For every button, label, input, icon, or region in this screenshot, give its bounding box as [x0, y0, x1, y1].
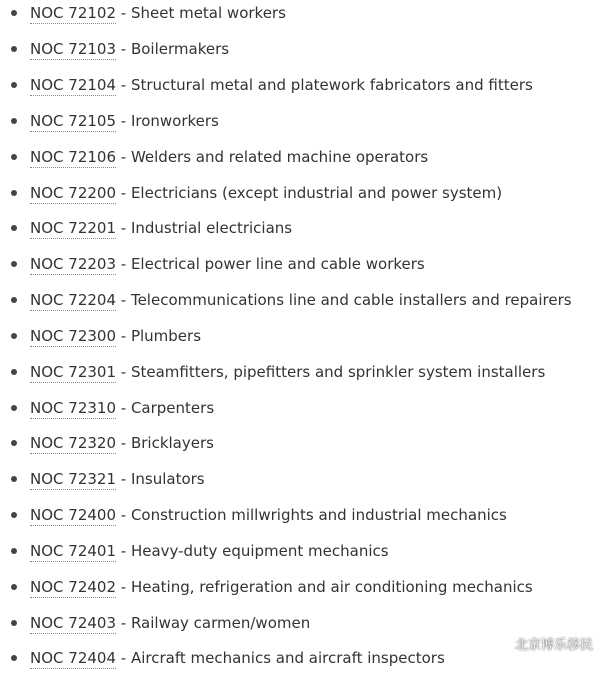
noc-entry: [30, 361, 545, 383]
noc-code[interactable]: NOC 72402: [30, 578, 116, 596]
list-item: [0, 38, 611, 68]
bullet-icon: [11, 118, 17, 124]
noc-code[interactable]: NOC 72401: [30, 542, 116, 560]
noc-code[interactable]: NOC 72200: [30, 184, 116, 202]
noc-entry: [30, 2, 286, 24]
separator: -: [116, 112, 131, 130]
separator: -: [116, 219, 131, 237]
list-item: [0, 325, 611, 355]
bullet-icon: [11, 512, 17, 518]
occupation-title: Steamfitters, pipefitters and sprinkler system installers: [130, 363, 546, 381]
occupation-title: Structural metal and platework fabricators and fitters: [130, 76, 533, 94]
separator: -: [116, 327, 131, 345]
bullet-icon: [11, 154, 17, 160]
wechat-icon: [489, 635, 511, 653]
bullet-icon: [11, 655, 17, 661]
noc-code[interactable]: NOC 72404: [30, 649, 116, 667]
occupation-title: Insulators: [130, 470, 205, 488]
list-item: [0, 2, 611, 32]
occupation-title: Plumbers: [130, 327, 202, 345]
noc-entry: [30, 397, 214, 419]
list-item: [0, 468, 611, 498]
bullet-icon: [11, 584, 17, 590]
separator: -: [116, 291, 131, 309]
list-item: [0, 540, 611, 570]
noc-entry: [30, 74, 533, 96]
noc-entry: [30, 576, 533, 598]
occupation-title: Heavy-duty equipment mechanics: [130, 542, 389, 560]
bullet-icon: [11, 297, 17, 303]
list-item: [0, 146, 611, 176]
bullet-icon: [11, 333, 17, 339]
noc-entry: [30, 182, 502, 204]
list-item: [0, 432, 611, 462]
list-item: [0, 361, 611, 391]
separator: -: [116, 184, 131, 202]
separator: -: [116, 255, 131, 273]
noc-entry: [30, 38, 229, 60]
separator: -: [116, 578, 131, 596]
bullet-icon: [11, 620, 17, 626]
separator: -: [116, 76, 131, 94]
separator: -: [116, 363, 131, 381]
bullet-icon: [11, 261, 17, 267]
noc-code[interactable]: NOC 72102: [30, 4, 116, 22]
noc-code[interactable]: NOC 72204: [30, 291, 116, 309]
noc-code[interactable]: NOC 72403: [30, 614, 116, 632]
noc-entry: [30, 325, 201, 347]
bullet-icon: [11, 476, 17, 482]
noc-entry: [30, 253, 425, 275]
noc-code[interactable]: NOC 72203: [30, 255, 116, 273]
noc-code[interactable]: NOC 72300: [30, 327, 116, 345]
occupation-title: Carpenters: [130, 399, 215, 417]
occupation-title: Electrical power line and cable workers: [130, 255, 425, 273]
noc-entry: [30, 146, 428, 168]
separator: -: [116, 399, 131, 417]
separator: -: [116, 649, 131, 667]
bullet-icon: [11, 82, 17, 88]
noc-entry: [30, 647, 445, 669]
separator: -: [116, 4, 131, 22]
noc-entry: [30, 217, 292, 239]
list-item: [0, 74, 611, 104]
noc-entry: [30, 612, 310, 634]
noc-code[interactable]: NOC 72106: [30, 148, 116, 166]
separator: -: [116, 40, 131, 58]
noc-code[interactable]: NOC 72321: [30, 470, 116, 488]
list-item: [0, 289, 611, 319]
list-item: [0, 576, 611, 606]
occupation-title: Electricians (except industrial and power system): [130, 184, 503, 202]
noc-entry: [30, 504, 507, 526]
separator: -: [116, 148, 131, 166]
noc-entry: [30, 468, 205, 490]
occupation-title: Telecommunications line and cable installers and repairers: [130, 291, 572, 309]
separator: -: [116, 470, 131, 488]
noc-code[interactable]: NOC 72201: [30, 219, 116, 237]
bullet-icon: [11, 190, 17, 196]
noc-entry: [30, 432, 214, 454]
list-item: [0, 217, 611, 247]
occupation-title: Bricklayers: [130, 434, 214, 452]
noc-code[interactable]: NOC 72301: [30, 363, 116, 381]
occupation-title: Industrial electricians: [130, 219, 293, 237]
noc-code[interactable]: NOC 72400: [30, 506, 116, 524]
noc-entry: [30, 540, 389, 562]
separator: -: [116, 542, 131, 560]
noc-code[interactable]: NOC 72105: [30, 112, 116, 130]
occupation-title: Heating, refrigeration and air conditioning mechanics: [130, 578, 533, 596]
list-item: [0, 182, 611, 212]
occupation-title: Construction millwrights and industrial mechanics: [130, 506, 507, 524]
list-item: [0, 504, 611, 534]
bullet-icon: [11, 225, 17, 231]
list-item: [0, 397, 611, 427]
watermark-text: 北京博乐移民: [514, 638, 593, 653]
bullet-icon: [11, 440, 17, 446]
list-item: [0, 253, 611, 283]
bullet-icon: [11, 548, 17, 554]
noc-code[interactable]: NOC 72320: [30, 434, 116, 452]
occupation-title: Railway carmen/women: [130, 614, 311, 632]
occupation-title: Welders and related machine operators: [130, 148, 429, 166]
noc-entry: [30, 289, 572, 311]
separator: -: [116, 614, 131, 632]
noc-entry: [30, 110, 219, 132]
bullet-icon: [11, 10, 17, 16]
list-item: [0, 110, 611, 140]
bullet-icon: [11, 46, 17, 52]
occupation-title: Ironworkers: [130, 112, 219, 130]
noc-code[interactable]: NOC 72103: [30, 40, 116, 58]
separator: -: [116, 434, 131, 452]
occupation-title: Sheet metal workers: [130, 4, 286, 22]
noc-code[interactable]: NOC 72310: [30, 399, 116, 417]
separator: -: [116, 506, 131, 524]
occupation-title: Aircraft mechanics and aircraft inspectors: [130, 649, 445, 667]
bullet-icon: [11, 405, 17, 411]
watermark: [489, 634, 593, 653]
bullet-icon: [11, 369, 17, 375]
noc-code[interactable]: NOC 72104: [30, 76, 116, 94]
occupation-title: Boilermakers: [130, 40, 230, 58]
